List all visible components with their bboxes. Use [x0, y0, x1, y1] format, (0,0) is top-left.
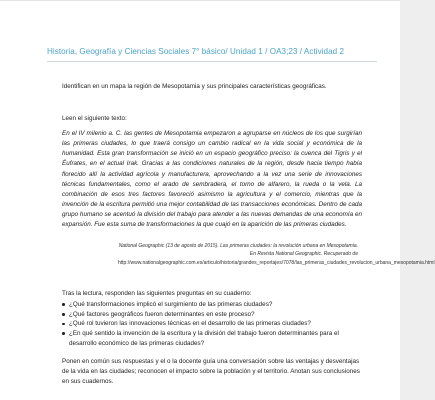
- activity-intro: Identifican en un mapa la región de Mesopotamia y sus principales características geográficas.: [62, 83, 327, 90]
- reading-lead: Leen el siguiente texto:: [62, 115, 127, 122]
- question-item: ¿En qué sentido la invención de la escritura y la división del trabajo fueron determinantes para el desarrollo económico de las primeras ciudades?: [62, 329, 362, 348]
- citation-url[interactable]: http://www.nationalgeographic.com.es/articulo/historia/grandes_reportajes/7078/las_primeras_ciudades_revolucion_urbana_mesopotamia.html: [118, 259, 435, 266]
- page-header-title: Historia, Geografía y Ciencias Sociales 7° básico/ Unidad 1 / OA3;23 / Actividad 2: [47, 47, 345, 56]
- question-item: ¿Qué transformaciones implicó el surgimiento de las primeras ciudades?: [62, 300, 362, 310]
- citation: [118, 242, 435, 267]
- header-divider: [47, 61, 377, 62]
- closing-paragraph: Ponen en común sus respuestas y el o la docente guía una conversación sobre las ventajas y desventajas de la vida en las ciudades; reconocen el impacto sobre la población y el territorio. Anotan sus conclusiones en sus cuadernos.: [62, 358, 360, 386]
- after-reading-instruction: Tras la lectura, responden las siguientes preguntas en su cuaderno:: [62, 290, 252, 297]
- questions-list: [62, 300, 362, 349]
- question-item: ¿Qué factores geográficos fueron determinantes en este proceso?: [62, 310, 362, 320]
- question-item: ¿Qué rol tuvieron las innovaciones técnicas en el desarrollo de las primeras ciudades?: [62, 319, 362, 329]
- reading-passage: En el IV milenio a. C. las gentes de Mesopotamia empezaron a agruparse en núcleos de los que surgirían las primeras ciudades, lo que traerá consigo un cambio radical en la vida social y económica de la humanidad. Esta gran transformación se inició en un espacio geográfico preciso: la cuenca del Tigris y el Éufrates, en el actual Irak. Gracias a las condiciones naturales de la región, desde hacia tiempo había florecido allí la actividad agrícola y manufacturera, aprovechando a la vez una serie de innovaciones técnicas fundamentales, como el arado de sembradera, el torno de alfarero, la rueda o la vela. La combinación de esos tres factores favoreció asimismo la agricultura y el comercio, mientras que la invención de la escritura permitió una mejor contabilidad de las transacciones económicas. Dentro de cada grupo humano se acentuó la división del trabajo para atender a las nuevas demandas de una economía en expansión. Fue esta suma de transformaciones la que cuajó en la aparición de las primeras ciudades.: [62, 130, 362, 229]
- citation-source: National Geographic (13 de agosto de 2015). Las primeras ciudades: la revolución urbana en Mesopotamia. En Revista National Geographic. Recuperado de: [118, 243, 358, 258]
